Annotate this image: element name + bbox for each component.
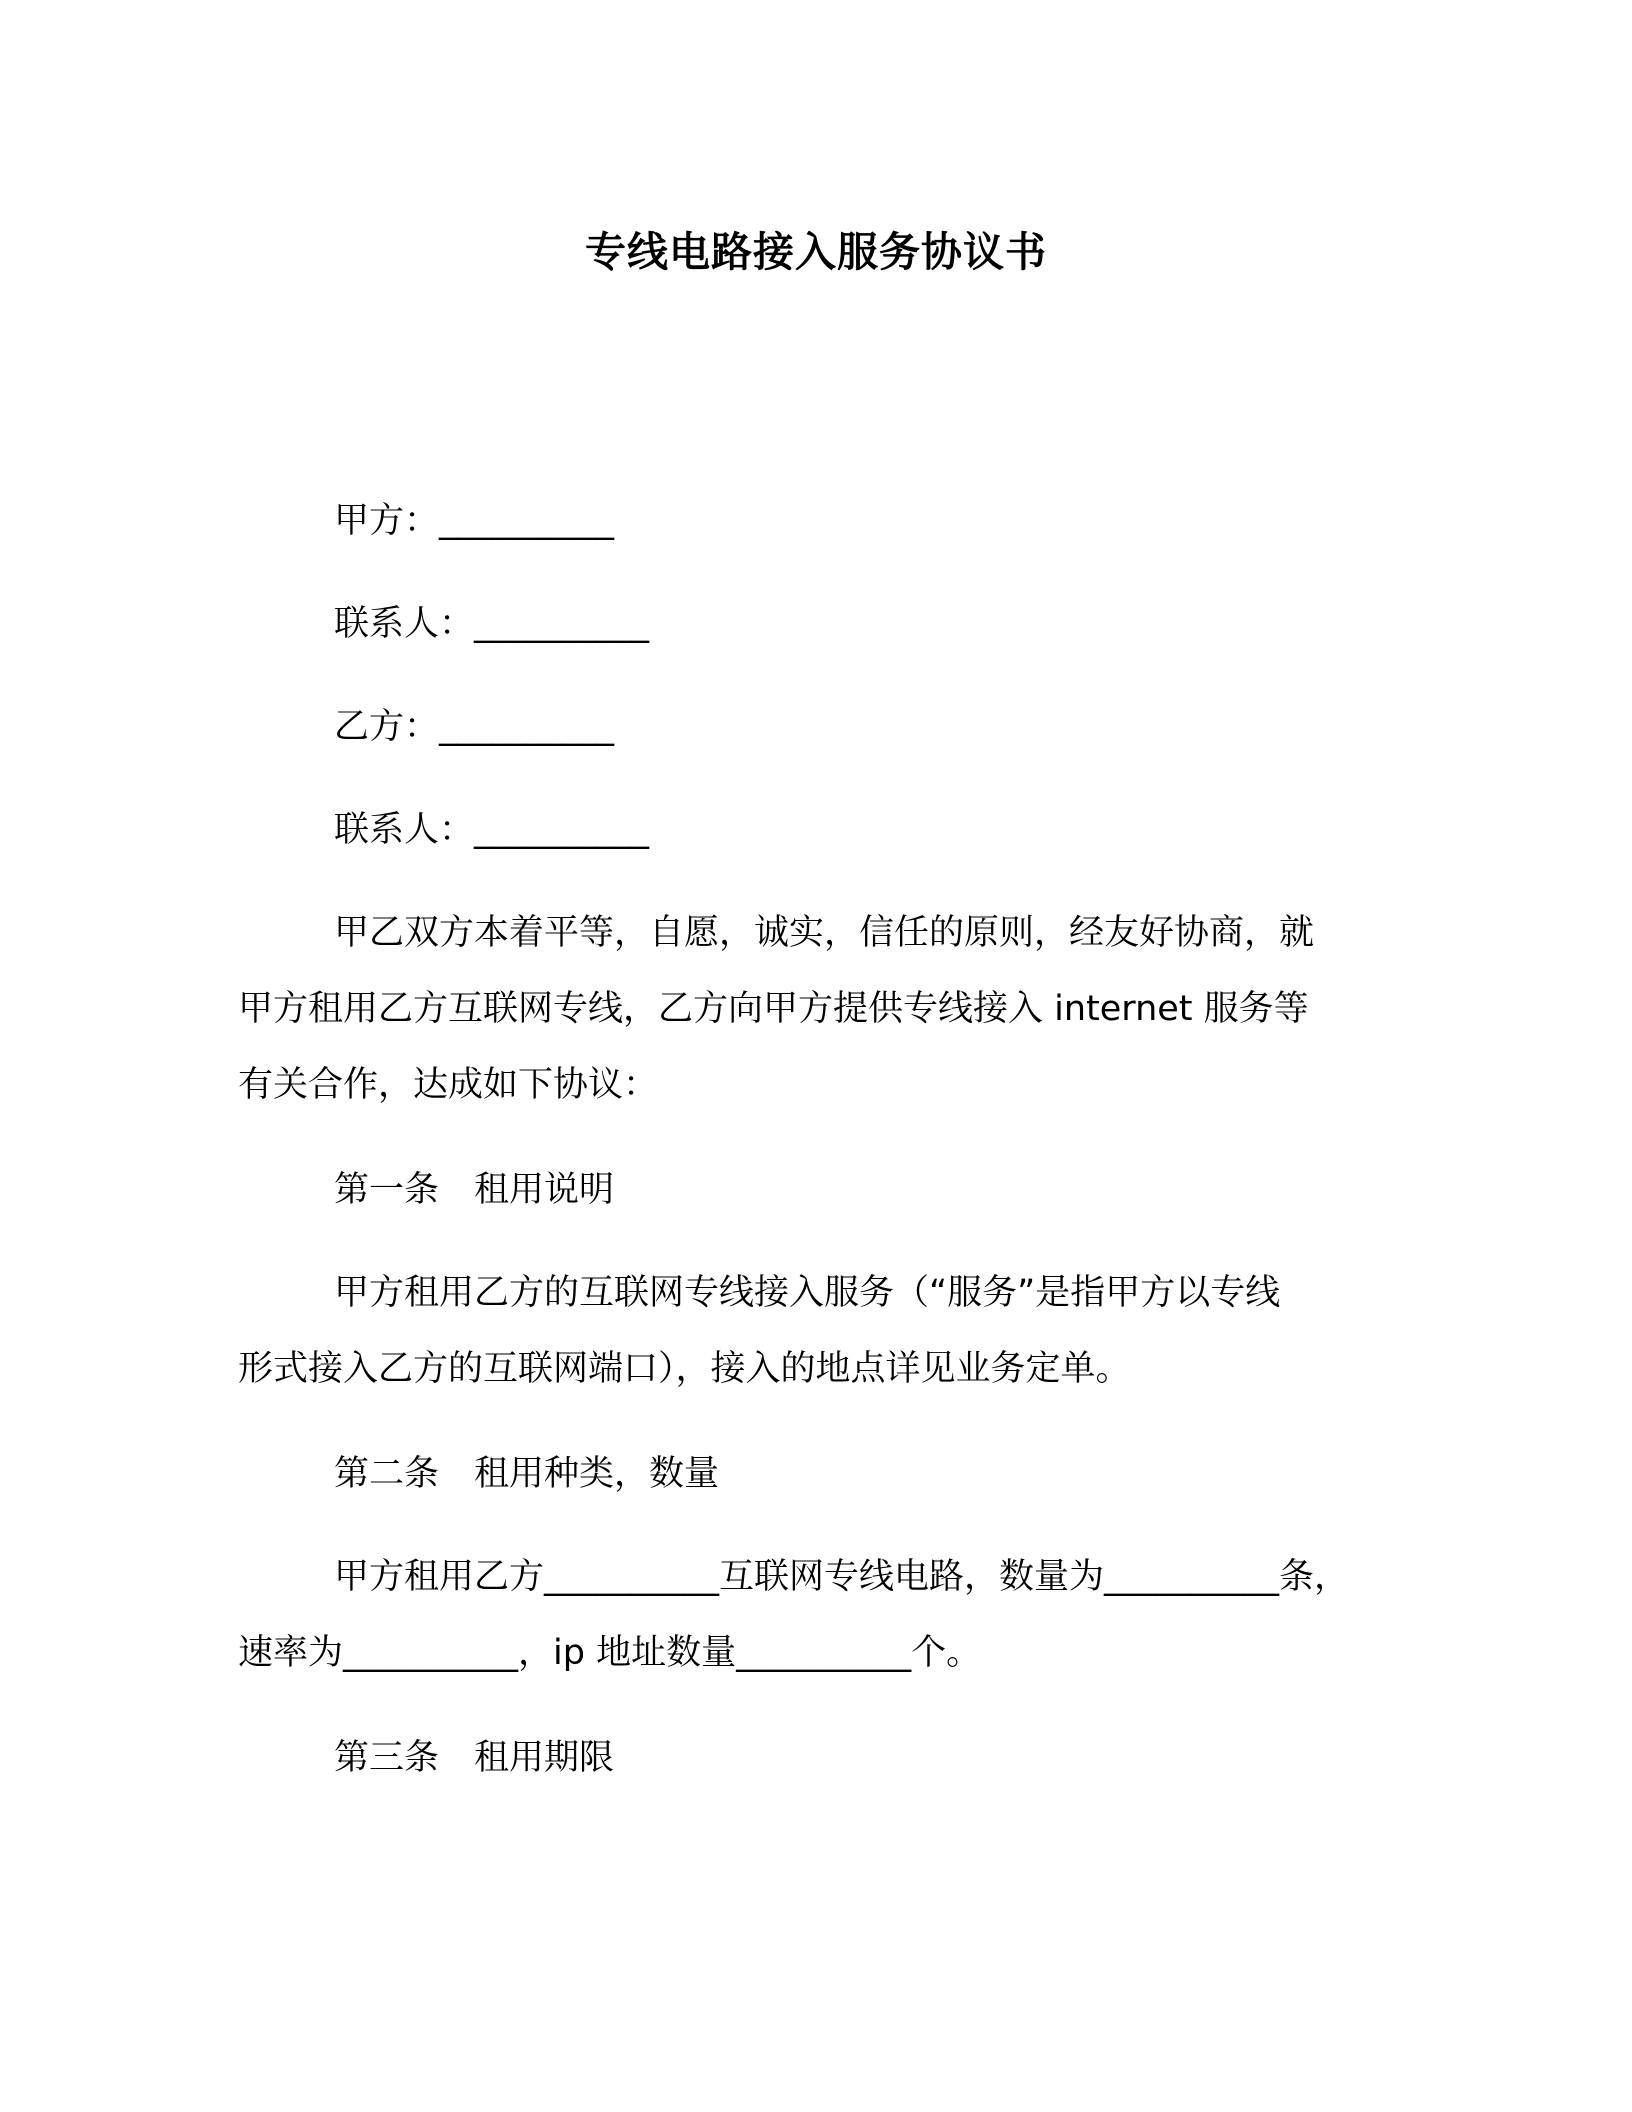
intro-line-3: 有关合作，达成如下协议： bbox=[238, 1065, 659, 1105]
party-a-field: 甲方：__________ bbox=[334, 501, 615, 541]
party-a-contact-field: 联系人：__________ bbox=[334, 604, 650, 644]
article-1-line-1: 甲方租用乙方的互联网专线接入服务（“服务”是指甲方以专线 bbox=[334, 1273, 1281, 1313]
article-3-heading: 第三条 租用期限 bbox=[334, 1738, 615, 1778]
article-2-heading: 第二条 租用种类，数量 bbox=[334, 1454, 720, 1494]
article-1-heading: 第一条 租用说明 bbox=[334, 1170, 615, 1210]
article-1-line-2: 形式接入乙方的互联网端口），接入的地点详见业务定单。 bbox=[238, 1349, 1131, 1389]
article-2-line-2: 速率为__________，ip 地址数量__________个。 bbox=[238, 1633, 982, 1673]
intro-line-2: 甲方租用乙方互联网专线，乙方向甲方提供专线接入 internet 服务等 bbox=[238, 989, 1309, 1029]
party-b-contact-field: 联系人：__________ bbox=[334, 810, 650, 850]
party-b-field: 乙方：__________ bbox=[334, 707, 615, 747]
article-2-line-1: 甲方租用乙方__________互联网专线电路，数量为__________条， bbox=[334, 1557, 1350, 1597]
document-title: 专线电路接入服务协议书 bbox=[585, 228, 1047, 276]
intro-line-1: 甲乙双方本着平等，自愿，诚实，信任的原则，经友好协商，就 bbox=[334, 913, 1315, 953]
